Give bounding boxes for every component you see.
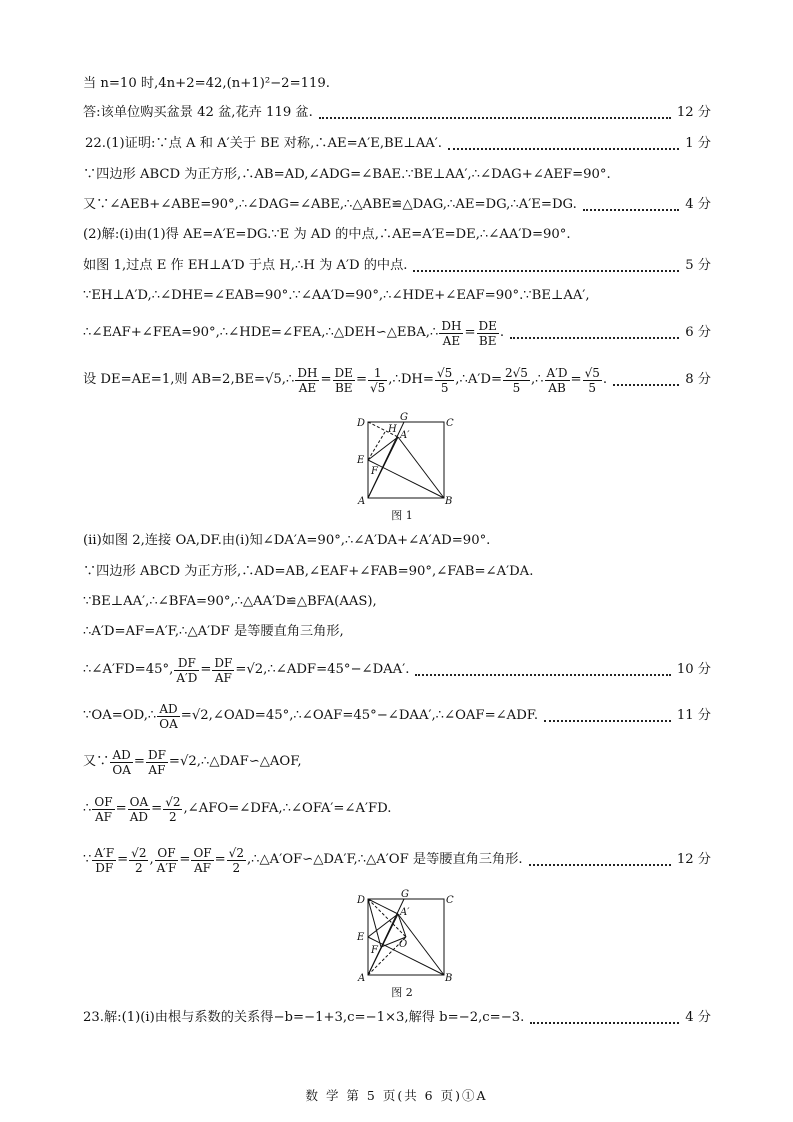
score: 11 分 bbox=[676, 708, 711, 723]
score: 12 分 bbox=[676, 105, 711, 120]
text-line-5: 又∵∠AEB+∠ABE=90°,∴∠DAG=∠ABE,∴△ABE≌△DAG,∴AE=DG,∴A′E=DG. 4 分 bbox=[83, 195, 711, 215]
text-line-20: 23.解:(1)(ⅰ)由根与系数的关系得−b=−1+3,c=−1×3,解得 b=−2,c=−3. 4 分 bbox=[83, 1008, 711, 1028]
text-line-18: ∴ $\frac{OF}{AF}$ = $\frac{OA}{AD}$ = $\frac{√2}{2}$ ,∠AFO=∠DFA,∴∠OFA′=∠A′FD. bbox=[83, 794, 392, 824]
leader-dots bbox=[413, 270, 679, 272]
figure-2 bbox=[352, 889, 462, 983]
score: 1 分 bbox=[685, 136, 711, 151]
fraction: $\frac{DE}{BE}$ bbox=[478, 318, 497, 348]
text-line-3: 22.(1)证明:∵点 A 和 A′关于 BE 对称,∴AE=A′E,BE⊥AA′. 1 分 bbox=[85, 134, 711, 154]
label-E: E bbox=[357, 932, 365, 943]
score: 8 分 bbox=[685, 372, 711, 387]
label-A-prime: A′ bbox=[400, 430, 410, 441]
label-A: A bbox=[358, 973, 366, 984]
fraction: $\frac{DH}{AE}$ bbox=[441, 318, 462, 348]
score: 4 分 bbox=[685, 197, 711, 212]
leader-dots bbox=[510, 337, 679, 339]
label-H: H bbox=[388, 424, 397, 435]
figure-1 bbox=[352, 412, 462, 506]
text-line-13: ∵BE⊥AA′,∴∠BFA=90°,∴△AA′D≌△BFA(AAS), bbox=[83, 594, 377, 609]
text-line-15: ∴∠A′FD=45°, $\frac{DF}{A'D}$ = $\frac{DF}{AF}$ =√2,∴∠ADF=45°−∠DAA′. 10 分 bbox=[83, 655, 711, 685]
label-D: D bbox=[357, 418, 366, 429]
score: 6 分 bbox=[685, 325, 711, 340]
label-B: B bbox=[445, 973, 453, 984]
label-C: C bbox=[446, 418, 454, 429]
leader-dots bbox=[319, 117, 671, 119]
score: 5 分 bbox=[685, 258, 711, 273]
leader-dots bbox=[529, 864, 671, 866]
text-line-19: ∵ $\frac{A'F}{DF}$ = $\frac{√2}{2}$ , $\frac{OF}{A'F}$ = $\frac{OF}{AF}$ = $\frac{√2}{2}$ ,∴△A′OF∽△DA′F,∴△A′OF 是等腰直角三角形. 12 分 bbox=[83, 845, 711, 875]
text-line-4: ∵四边形 ABCD 为正方形,∴AB=AD,∠ADG=∠BAE.∵BE⊥AA′,∴∠DAG+∠AEF=90°. bbox=[83, 167, 611, 182]
leader-dots bbox=[530, 1022, 679, 1024]
label-D: D bbox=[357, 895, 366, 906]
figure-1-caption: 图 1 bbox=[391, 509, 413, 522]
text-line-1: 当 n=10 时,4n+2=42,(n+1)²−2=119. bbox=[83, 76, 330, 91]
page-footer: 数 学 第 5 页(共 6 页)①A bbox=[305, 1088, 488, 1103]
label-E: E bbox=[357, 455, 365, 466]
text-line-6: (2)解:(ⅰ)由(1)得 AE=A′E=DG.∵E 为 AD 的中点,∴AE=A′E=DE,∴∠AA′D=90°. bbox=[83, 227, 571, 242]
label-F: F bbox=[371, 945, 378, 956]
text-line-14: ∴A′D=AF=A′F,∴△A′DF 是等腰直角三角形, bbox=[83, 624, 344, 639]
label-O: O bbox=[399, 939, 408, 950]
leader-dots bbox=[415, 674, 670, 676]
text-line-7: 如图 1,过点 E 作 EH⊥A′D 于点 H,∴H 为 A′D 的中点. 5 分 bbox=[83, 256, 711, 276]
text-line-8: ∵EH⊥A′D,∴∠DHE=∠EAB=90°.∵∠AA′D=90°,∴∠HDE+∠EAF=90°.∵BE⊥AA′, bbox=[83, 288, 590, 303]
label-G: G bbox=[401, 889, 409, 900]
text-line-17: 又∵ $\frac{AD}{OA}$ = $\frac{DF}{AF}$ =√2,∴△DAF∽△AOF, bbox=[83, 747, 302, 777]
leader-dots bbox=[583, 209, 679, 211]
text-line-2: 答:该单位购买盆景 42 盆,花卉 119 盆. 12 分 bbox=[83, 103, 711, 123]
label-F: F bbox=[371, 466, 378, 477]
leader-dots bbox=[544, 720, 671, 722]
text-line-10: 设 DE=AE=1,则 AB=2,BE=√5,∴ $\frac{DH}{AE}$ = $\frac{DE}{BE}$ = $\frac{1}{√5}$ ,∴DH= $\frac{√5}{5}$ ,∴A′D= $\frac{2√5}{5}$ ,∴ $\frac{A'D}{AB}$ = $\frac{√5}{5}$ . 8 分 bbox=[83, 365, 711, 395]
text-line-9: ∴∠EAF+∠FEA=90°,∴∠HDE=∠FEA,∴△DEH∽△EBA,∴ $\frac{DH}{AE}$ = $\frac{DE}{BE}$ . 6 分 bbox=[83, 318, 711, 348]
label-G: G bbox=[400, 412, 408, 423]
score: 10 分 bbox=[676, 662, 711, 677]
label-B: B bbox=[445, 496, 453, 507]
text-line-12: ∵四边形 ABCD 为正方形,∴AD=AB,∠EAF+∠FAB=90°,∠FAB=∠A′DA. bbox=[83, 564, 534, 579]
score: 12 分 bbox=[676, 852, 711, 867]
score: 4 分 bbox=[685, 1010, 711, 1025]
text-line-11: (ⅱ)如图 2,连接 OA,DF.由(ⅰ)知∠DA′A=90°,∴∠A′DA+∠A′AD=90°. bbox=[83, 533, 491, 548]
label-A: A bbox=[358, 496, 366, 507]
text-line-16: ∵OA=OD,∴ $\frac{AD}{OA}$ =√2,∠OAD=45°,∴∠OAF=45°−∠DAA′,∴∠OAF=∠ADF. 11 分 bbox=[83, 701, 711, 731]
figure-2-caption: 图 2 bbox=[391, 986, 413, 999]
leader-dots bbox=[448, 148, 679, 150]
label-A-prime: A′ bbox=[400, 907, 410, 918]
leader-dots bbox=[613, 384, 679, 386]
label-C: C bbox=[446, 895, 454, 906]
